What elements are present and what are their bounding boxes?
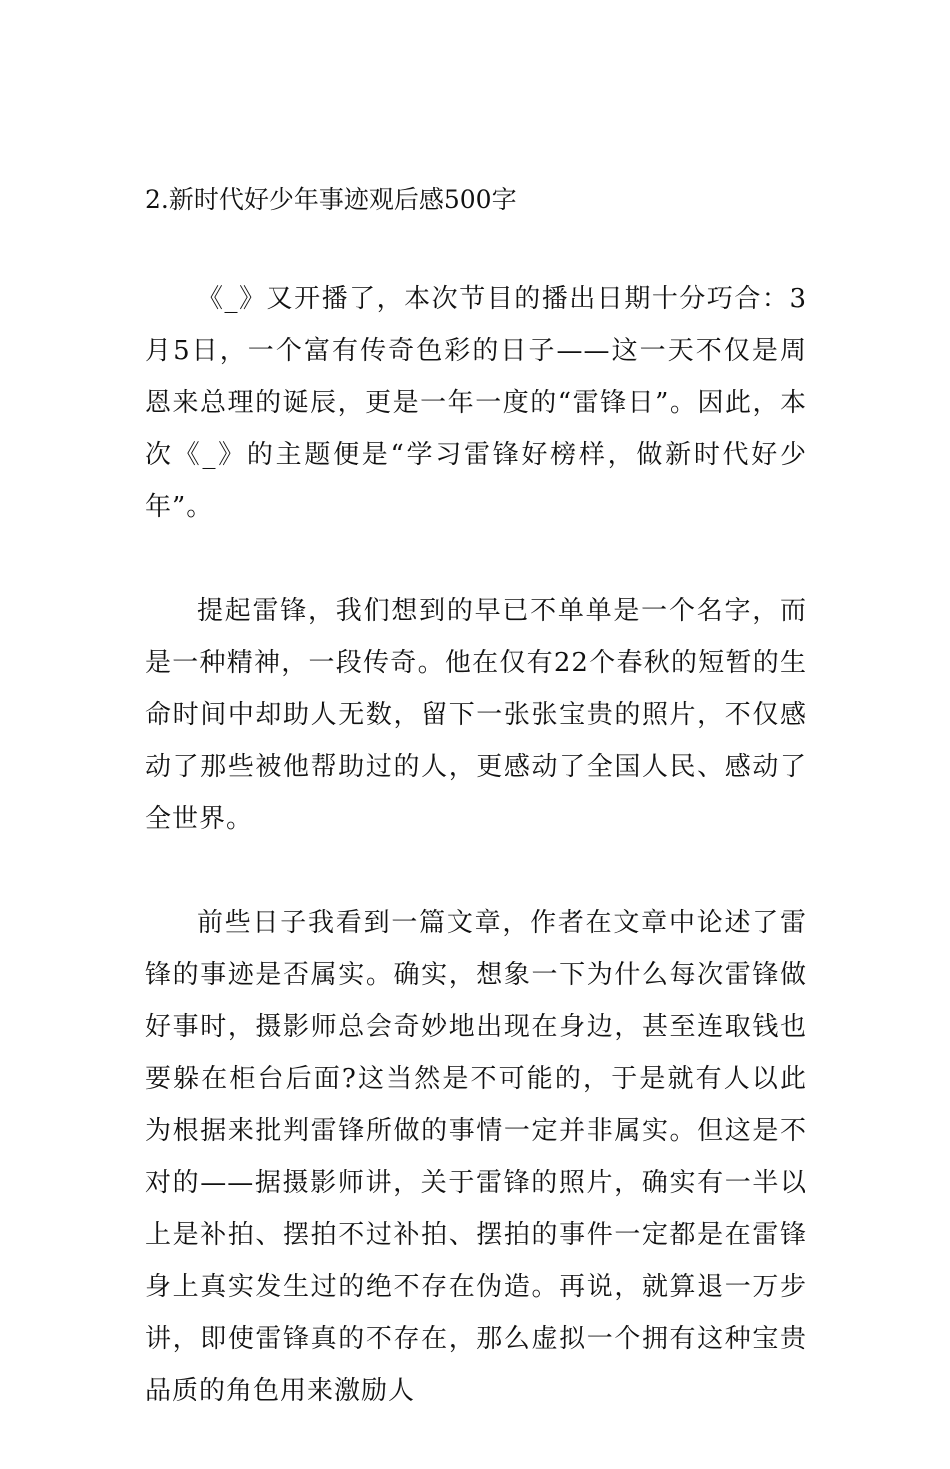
paragraph-3: 前些日子我看到一篇文章，作者在文章中论述了雷锋的事迹是否属实。确实，想象一下为什么每次雷锋做好事时，摄影师总会奇妙地出现在身边，甚至连取钱也要躲在柜台后面?这当然是不可能的，于是就有人以此为根据来批判雷锋所做的事情一定并非属实。但这是不对的——据摄影师讲，关于雷锋的照片，确实有一半以上是补拍、摆拍不过补拍、摆拍的事件一定都是在雷锋身上真实发生过的绝不存在伪造。再说，就算退一万步讲，即使雷锋真的不存在，那么虚拟一个拥有这种宝贵品质的角色用来激励人 [145, 908, 807, 1406]
section-heading: 2.新时代好少年事迹观后感500字 [145, 185, 517, 214]
paragraph-2: 提起雷锋，我们想到的早已不单单是一个名字，而是一种精神，一段传奇。他在仅有22个春秋的短暂的生命时间中却助人无数，留下一张张宝贵的照片，不仅感动了那些被他帮助过的人，更感动了全国人民、感动了全世界。 [145, 596, 807, 834]
paragraph-1: 《_》又开播了，本次节目的播出日期十分巧合：3月5日，一个富有传奇色彩的日子——这一天不仅是周恩来总理的诞辰，更是一年一度的“雷锋日”。因此，本次《_》的主题便是“学习雷锋好榜样，做新时代好少年”。 [145, 284, 807, 522]
document-body [145, 182, 807, 1469]
